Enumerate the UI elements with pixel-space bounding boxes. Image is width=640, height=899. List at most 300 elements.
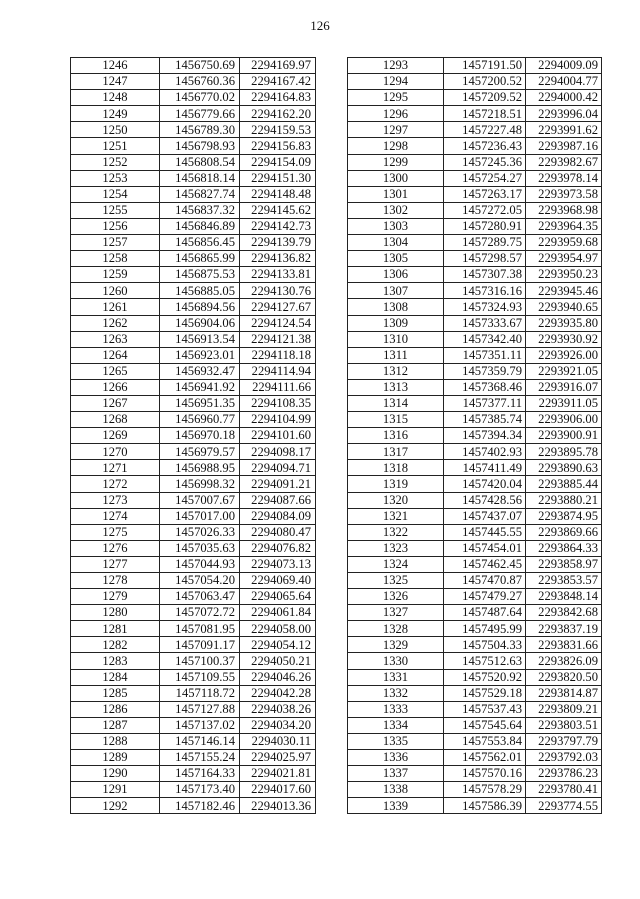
point-number-cell: 1259 [71,267,160,283]
y-coordinate-cell: 2294004.77 [526,74,602,90]
point-number-cell: 1327 [348,605,444,621]
point-number-cell: 1251 [71,138,160,154]
point-number-cell: 1333 [348,701,444,717]
y-coordinate-cell: 2293911.05 [526,395,602,411]
y-coordinate-cell: 2294167.42 [240,74,316,90]
y-coordinate-cell: 2294030.11 [240,733,316,749]
x-coordinate-cell: 1456941.92 [160,379,240,395]
y-coordinate-cell: 2294087.66 [240,492,316,508]
y-coordinate-cell: 2294164.83 [240,90,316,106]
table-row [71,395,316,411]
point-number-cell: 1301 [348,186,444,202]
table-row [71,701,316,717]
x-coordinate-cell: 1456951.35 [160,395,240,411]
y-coordinate-cell: 2294159.53 [240,122,316,138]
y-coordinate-cell: 2294151.30 [240,170,316,186]
y-coordinate-cell: 2294162.20 [240,106,316,122]
x-coordinate-cell: 1457307.38 [444,267,526,283]
point-number-cell: 1254 [71,186,160,202]
table-row [348,283,602,299]
point-number-cell: 1268 [71,412,160,428]
table-row [71,363,316,379]
y-coordinate-cell: 2294038.26 [240,701,316,717]
point-number-cell: 1306 [348,267,444,283]
point-number-cell: 1310 [348,331,444,347]
y-coordinate-cell: 2294046.26 [240,669,316,685]
x-coordinate-cell: 1457254.27 [444,170,526,186]
point-number-cell: 1324 [348,556,444,572]
x-coordinate-cell: 1456837.32 [160,202,240,218]
x-coordinate-cell: 1457570.16 [444,766,526,782]
y-coordinate-cell: 2294084.09 [240,508,316,524]
point-number-cell: 1276 [71,540,160,556]
x-coordinate-cell: 1457164.33 [160,766,240,782]
y-coordinate-cell: 2294050.21 [240,653,316,669]
y-coordinate-cell: 2294091.21 [240,476,316,492]
y-coordinate-cell: 2293780.41 [526,782,602,798]
point-number-cell: 1252 [71,154,160,170]
x-coordinate-cell: 1456760.36 [160,74,240,90]
x-coordinate-cell: 1457072.72 [160,605,240,621]
x-coordinate-cell: 1457495.99 [444,621,526,637]
table-row [348,186,602,202]
table-row [348,395,602,411]
point-number-cell: 1302 [348,202,444,218]
x-coordinate-cell: 1456875.53 [160,267,240,283]
point-number-cell: 1270 [71,444,160,460]
table-row [348,701,602,717]
table-row [348,331,602,347]
x-coordinate-cell: 1457146.14 [160,733,240,749]
x-coordinate-cell: 1457454.01 [444,540,526,556]
y-coordinate-cell: 2293940.65 [526,299,602,315]
table-row [71,106,316,122]
point-number-cell: 1339 [348,798,444,814]
table-row [348,460,602,476]
table-row [348,202,602,218]
y-coordinate-cell: 2294013.36 [240,798,316,814]
y-coordinate-cell: 2294101.60 [240,428,316,444]
point-number-cell: 1297 [348,122,444,138]
y-coordinate-cell: 2294094.71 [240,460,316,476]
y-coordinate-cell: 2293968.98 [526,202,602,218]
x-coordinate-cell: 1457044.93 [160,556,240,572]
table-row [71,315,316,331]
point-number-cell: 1318 [348,460,444,476]
table-row [348,653,602,669]
y-coordinate-cell: 2294009.09 [526,58,602,74]
y-coordinate-cell: 2294073.13 [240,556,316,572]
x-coordinate-cell: 1457462.45 [444,556,526,572]
point-number-cell: 1300 [348,170,444,186]
table-row [71,524,316,540]
point-number-cell: 1256 [71,218,160,234]
point-number-cell: 1248 [71,90,160,106]
point-number-cell: 1283 [71,653,160,669]
y-coordinate-cell: 2294069.40 [240,573,316,589]
y-coordinate-cell: 2293991.62 [526,122,602,138]
y-coordinate-cell: 2294065.64 [240,589,316,605]
table-row [71,717,316,733]
point-number-cell: 1277 [71,556,160,572]
table-row [71,540,316,556]
y-coordinate-cell: 2294148.48 [240,186,316,202]
x-coordinate-cell: 1457182.46 [160,798,240,814]
x-coordinate-cell: 1456960.77 [160,412,240,428]
table-row [348,492,602,508]
point-number-cell: 1332 [348,685,444,701]
point-number-cell: 1249 [71,106,160,122]
table-row [71,347,316,363]
y-coordinate-cell: 2293874.95 [526,508,602,524]
y-coordinate-cell: 2294127.67 [240,299,316,315]
y-coordinate-cell: 2293945.46 [526,283,602,299]
y-coordinate-cell: 2294080.47 [240,524,316,540]
table-row [348,379,602,395]
x-coordinate-cell: 1457280.91 [444,218,526,234]
x-coordinate-cell: 1457487.64 [444,605,526,621]
table-row [348,122,602,138]
point-number-cell: 1250 [71,122,160,138]
y-coordinate-cell: 2293921.05 [526,363,602,379]
point-number-cell: 1273 [71,492,160,508]
x-coordinate-cell: 1457385.74 [444,412,526,428]
x-coordinate-cell: 1457209.52 [444,90,526,106]
y-coordinate-cell: 2293837.19 [526,621,602,637]
x-coordinate-cell: 1457007.67 [160,492,240,508]
table-row [71,379,316,395]
y-coordinate-cell: 2293982.67 [526,154,602,170]
y-coordinate-cell: 2294121.38 [240,331,316,347]
y-coordinate-cell: 2293954.97 [526,251,602,267]
y-coordinate-cell: 2294124.54 [240,315,316,331]
x-coordinate-cell: 1457054.20 [160,573,240,589]
point-number-cell: 1314 [348,395,444,411]
point-number-cell: 1321 [348,508,444,524]
x-coordinate-cell: 1456798.93 [160,138,240,154]
y-coordinate-cell: 2294058.00 [240,621,316,637]
x-coordinate-cell: 1457109.55 [160,669,240,685]
x-coordinate-cell: 1457191.50 [444,58,526,74]
point-number-cell: 1319 [348,476,444,492]
x-coordinate-cell: 1456789.30 [160,122,240,138]
x-coordinate-cell: 1456998.32 [160,476,240,492]
x-coordinate-cell: 1457520.92 [444,669,526,685]
table-row [348,556,602,572]
point-number-cell: 1303 [348,218,444,234]
y-coordinate-cell: 2294021.81 [240,766,316,782]
y-coordinate-cell: 2293786.23 [526,766,602,782]
y-coordinate-cell: 2293926.00 [526,347,602,363]
x-coordinate-cell: 1457100.37 [160,653,240,669]
table-row [71,621,316,637]
x-coordinate-cell: 1456894.56 [160,299,240,315]
table-row [348,299,602,315]
point-number-cell: 1292 [71,798,160,814]
point-number-cell: 1257 [71,235,160,251]
point-number-cell: 1265 [71,363,160,379]
point-number-cell: 1335 [348,733,444,749]
x-coordinate-cell: 1457081.95 [160,621,240,637]
x-coordinate-cell: 1457529.18 [444,685,526,701]
y-coordinate-cell: 2293853.57 [526,573,602,589]
y-coordinate-cell: 2293831.66 [526,637,602,653]
x-coordinate-cell: 1457063.47 [160,589,240,605]
table-row [71,283,316,299]
x-coordinate-cell: 1457368.46 [444,379,526,395]
y-coordinate-cell: 2294133.81 [240,267,316,283]
point-number-cell: 1299 [348,154,444,170]
point-number-cell: 1263 [71,331,160,347]
point-number-cell: 1262 [71,315,160,331]
x-coordinate-cell: 1456988.95 [160,460,240,476]
table-row [348,524,602,540]
y-coordinate-cell: 2293996.04 [526,106,602,122]
table-row [71,218,316,234]
y-coordinate-cell: 2293906.00 [526,412,602,428]
x-coordinate-cell: 1457263.17 [444,186,526,202]
point-number-cell: 1280 [71,605,160,621]
y-coordinate-cell: 2293774.55 [526,798,602,814]
point-number-cell: 1313 [348,379,444,395]
table-row [348,685,602,701]
x-coordinate-cell: 1457545.64 [444,717,526,733]
x-coordinate-cell: 1457218.51 [444,106,526,122]
x-coordinate-cell: 1456770.02 [160,90,240,106]
table-row [348,106,602,122]
table-row [71,492,316,508]
table-row [348,476,602,492]
x-coordinate-cell: 1457289.75 [444,235,526,251]
x-coordinate-cell: 1457411.49 [444,460,526,476]
x-coordinate-cell: 1456932.47 [160,363,240,379]
y-coordinate-cell: 2293885.44 [526,476,602,492]
table-row [348,589,602,605]
y-coordinate-cell: 2293916.07 [526,379,602,395]
y-coordinate-cell: 2293964.35 [526,218,602,234]
point-number-cell: 1267 [71,395,160,411]
table-row [71,154,316,170]
y-coordinate-cell: 2294139.79 [240,235,316,251]
y-coordinate-cell: 2293842.68 [526,605,602,621]
x-coordinate-cell: 1456970.18 [160,428,240,444]
x-coordinate-cell: 1457026.33 [160,524,240,540]
y-coordinate-cell: 2293869.66 [526,524,602,540]
y-coordinate-cell: 2294025.97 [240,750,316,766]
table-row [348,154,602,170]
x-coordinate-cell: 1457200.52 [444,74,526,90]
x-coordinate-cell: 1456827.74 [160,186,240,202]
y-coordinate-cell: 2293797.79 [526,733,602,749]
point-number-cell: 1311 [348,347,444,363]
table-row [348,540,602,556]
point-number-cell: 1281 [71,621,160,637]
x-coordinate-cell: 1457091.17 [160,637,240,653]
table-row [71,428,316,444]
x-coordinate-cell: 1457504.33 [444,637,526,653]
table-row [348,251,602,267]
table-row [71,605,316,621]
x-coordinate-cell: 1457236.43 [444,138,526,154]
point-number-cell: 1266 [71,379,160,395]
y-coordinate-cell: 2294145.62 [240,202,316,218]
table-row [348,170,602,186]
point-number-cell: 1253 [71,170,160,186]
x-coordinate-cell: 1457586.39 [444,798,526,814]
x-coordinate-cell: 1457402.93 [444,444,526,460]
point-number-cell: 1320 [348,492,444,508]
point-number-cell: 1285 [71,685,160,701]
point-number-cell: 1312 [348,363,444,379]
table-row [348,363,602,379]
y-coordinate-cell: 2294142.73 [240,218,316,234]
table-row [71,798,316,814]
x-coordinate-cell: 1457553.84 [444,733,526,749]
x-coordinate-cell: 1457377.11 [444,395,526,411]
point-number-cell: 1338 [348,782,444,798]
y-coordinate-cell: 2294156.83 [240,138,316,154]
point-number-cell: 1337 [348,766,444,782]
table-row [71,412,316,428]
y-coordinate-cell: 2293820.50 [526,669,602,685]
point-number-cell: 1304 [348,235,444,251]
page-number: 126 [310,18,330,33]
point-number-cell: 1334 [348,717,444,733]
table-row [348,782,602,798]
point-number-cell: 1326 [348,589,444,605]
table-row [348,412,602,428]
y-coordinate-cell: 2294136.82 [240,251,316,267]
table-row [71,766,316,782]
point-number-cell: 1286 [71,701,160,717]
x-coordinate-cell: 1457155.24 [160,750,240,766]
point-number-cell: 1330 [348,653,444,669]
table-row [348,90,602,106]
y-coordinate-cell: 2293900.91 [526,428,602,444]
y-coordinate-cell: 2293890.63 [526,460,602,476]
point-number-cell: 1305 [348,251,444,267]
y-coordinate-cell: 2294130.76 [240,283,316,299]
table-row [348,798,602,814]
point-number-cell: 1271 [71,460,160,476]
y-coordinate-cell: 2293987.16 [526,138,602,154]
table-row [348,428,602,444]
x-coordinate-cell: 1457537.43 [444,701,526,717]
point-number-cell: 1247 [71,74,160,90]
x-coordinate-cell: 1457445.55 [444,524,526,540]
table-row [348,444,602,460]
x-coordinate-cell: 1456750.69 [160,58,240,74]
y-coordinate-cell: 2294114.94 [240,363,316,379]
table-row [71,460,316,476]
y-coordinate-cell: 2293803.51 [526,717,602,733]
point-number-cell: 1288 [71,733,160,749]
point-number-cell: 1325 [348,573,444,589]
y-coordinate-cell: 2293973.58 [526,186,602,202]
table-row [71,202,316,218]
x-coordinate-cell: 1456979.57 [160,444,240,460]
y-coordinate-cell: 2293792.03 [526,750,602,766]
x-coordinate-cell: 1457272.05 [444,202,526,218]
y-coordinate-cell: 2293930.92 [526,331,602,347]
coordinate-table-left-body [71,58,316,814]
y-coordinate-cell: 2294042.28 [240,685,316,701]
x-coordinate-cell: 1456779.66 [160,106,240,122]
table-row [71,90,316,106]
table-row [71,750,316,766]
x-coordinate-cell: 1456885.05 [160,283,240,299]
y-coordinate-cell: 2294098.17 [240,444,316,460]
y-coordinate-cell: 2293814.87 [526,685,602,701]
table-row [71,782,316,798]
point-number-cell: 1329 [348,637,444,653]
table-row [71,669,316,685]
point-number-cell: 1274 [71,508,160,524]
y-coordinate-cell: 2293978.14 [526,170,602,186]
table-row [348,669,602,685]
y-coordinate-cell: 2294017.60 [240,782,316,798]
point-number-cell: 1258 [71,251,160,267]
point-number-cell: 1291 [71,782,160,798]
table-row [71,267,316,283]
x-coordinate-cell: 1456856.45 [160,235,240,251]
x-coordinate-cell: 1457035.63 [160,540,240,556]
coordinate-table-left [70,57,316,814]
table-row [71,170,316,186]
y-coordinate-cell: 2293935.80 [526,315,602,331]
table-row [348,733,602,749]
y-coordinate-cell: 2294034.20 [240,717,316,733]
y-coordinate-cell: 2294104.99 [240,412,316,428]
table-row [348,508,602,524]
point-number-cell: 1279 [71,589,160,605]
table-row [71,685,316,701]
table-row [71,138,316,154]
point-number-cell: 1290 [71,766,160,782]
y-coordinate-cell: 2294108.35 [240,395,316,411]
point-number-cell: 1296 [348,106,444,122]
y-coordinate-cell: 2293950.23 [526,267,602,283]
table-row [71,235,316,251]
table-row [71,331,316,347]
table-row [71,589,316,605]
x-coordinate-cell: 1457428.56 [444,492,526,508]
table-row [71,74,316,90]
x-coordinate-cell: 1457342.40 [444,331,526,347]
point-number-cell: 1272 [71,476,160,492]
table-row [71,573,316,589]
y-coordinate-cell: 2293809.21 [526,701,602,717]
point-number-cell: 1336 [348,750,444,766]
table-row [348,750,602,766]
x-coordinate-cell: 1457316.16 [444,283,526,299]
point-number-cell: 1261 [71,299,160,315]
x-coordinate-cell: 1457017.00 [160,508,240,524]
table-row [348,138,602,154]
x-coordinate-cell: 1457420.04 [444,476,526,492]
x-coordinate-cell: 1457227.48 [444,122,526,138]
x-coordinate-cell: 1457351.11 [444,347,526,363]
table-row [71,653,316,669]
table-row [348,74,602,90]
y-coordinate-cell: 2294111.66 [240,379,316,395]
table-row [348,637,602,653]
y-coordinate-cell: 2293864.33 [526,540,602,556]
coordinate-table-right-body [348,58,602,814]
y-coordinate-cell: 2294054.12 [240,637,316,653]
x-coordinate-cell: 1457173.40 [160,782,240,798]
table-row [348,315,602,331]
